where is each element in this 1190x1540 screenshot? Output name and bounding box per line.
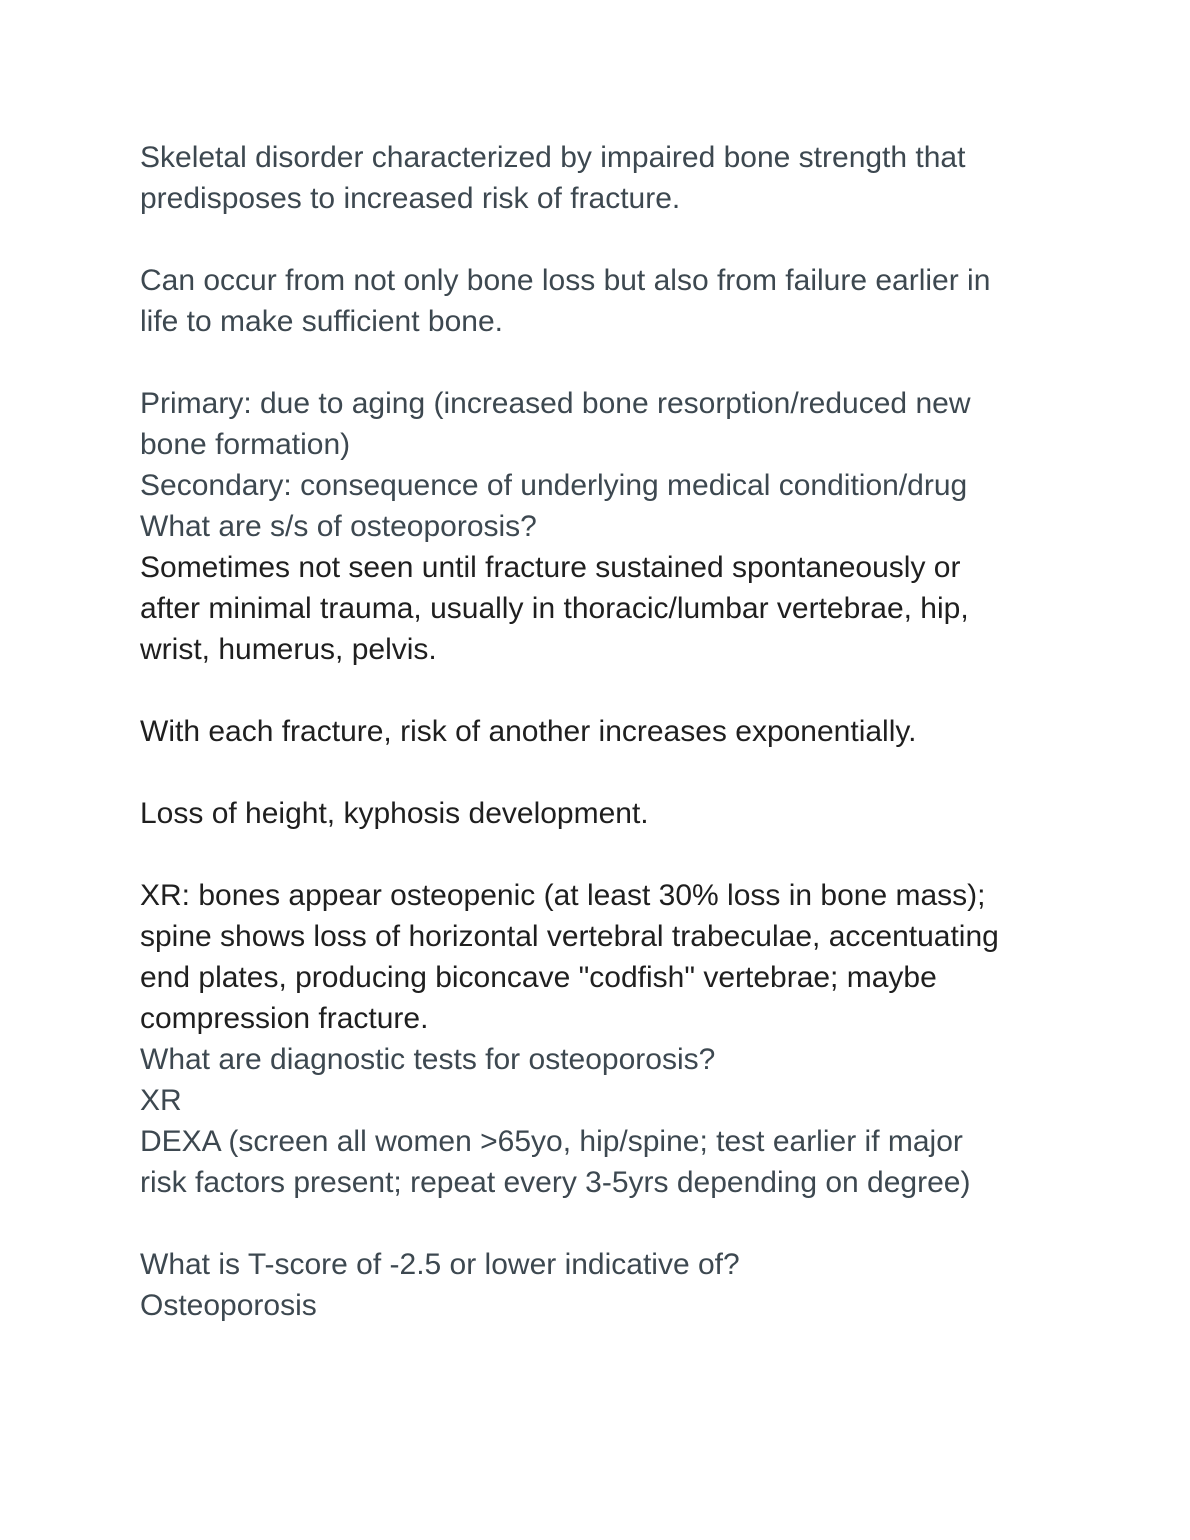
text-line: What are diagnostic tests for osteoporosis?	[140, 1043, 716, 1076]
text-line: bone formation)	[140, 428, 351, 461]
text-line: after minimal trauma, usually in thoracic/lumbar vertebrae, hip,	[140, 592, 969, 625]
text-line: risk factors present; repeat every 3-5yrs depending on degree)	[140, 1166, 971, 1199]
blank-line	[140, 752, 1100, 793]
text-line: Primary: due to aging (increased bone resorption/reduced new	[140, 387, 971, 420]
text-line: wrist, humerus, pelvis.	[140, 633, 437, 666]
text-line: spine shows loss of horizontal vertebral trabeculae, accentuating	[140, 920, 999, 953]
text-line: Loss of height, kyphosis development.	[140, 797, 649, 830]
blank-line	[140, 834, 1100, 875]
blank-line	[140, 219, 1100, 260]
text-line: Skeletal disorder characterized by impaired bone strength that	[140, 141, 966, 174]
text-line: Sometimes not seen until fracture sustained spontaneously or	[140, 551, 961, 584]
text-line: With each fracture, risk of another increases exponentially.	[140, 715, 917, 748]
blank-line	[140, 342, 1100, 383]
text-line: end plates, producing biconcave "codfish" vertebrae; maybe	[140, 961, 937, 994]
text-line: predisposes to increased risk of fracture.	[140, 182, 681, 215]
blank-line	[140, 670, 1100, 711]
blank-line	[140, 1203, 1100, 1244]
text-line: XR	[140, 1084, 182, 1117]
document-page	[140, 137, 1100, 1326]
text-line: compression fracture.	[140, 1002, 429, 1035]
text-line: Osteoporosis	[140, 1289, 317, 1322]
text-line: Secondary: consequence of underlying medical condition/drug	[140, 469, 968, 502]
text-line: XR: bones appear osteopenic (at least 30% loss in bone mass);	[140, 879, 986, 912]
text-line: What is T-score of -2.5 or lower indicative of?	[140, 1248, 740, 1281]
text-line: DEXA (screen all women >65yo, hip/spine; test earlier if major	[140, 1125, 963, 1158]
text-line: life to make sufficient bone.	[140, 305, 503, 338]
text-line: Can occur from not only bone loss but also from failure earlier in	[140, 264, 991, 297]
text-line: What are s/s of osteoporosis?	[140, 510, 537, 543]
